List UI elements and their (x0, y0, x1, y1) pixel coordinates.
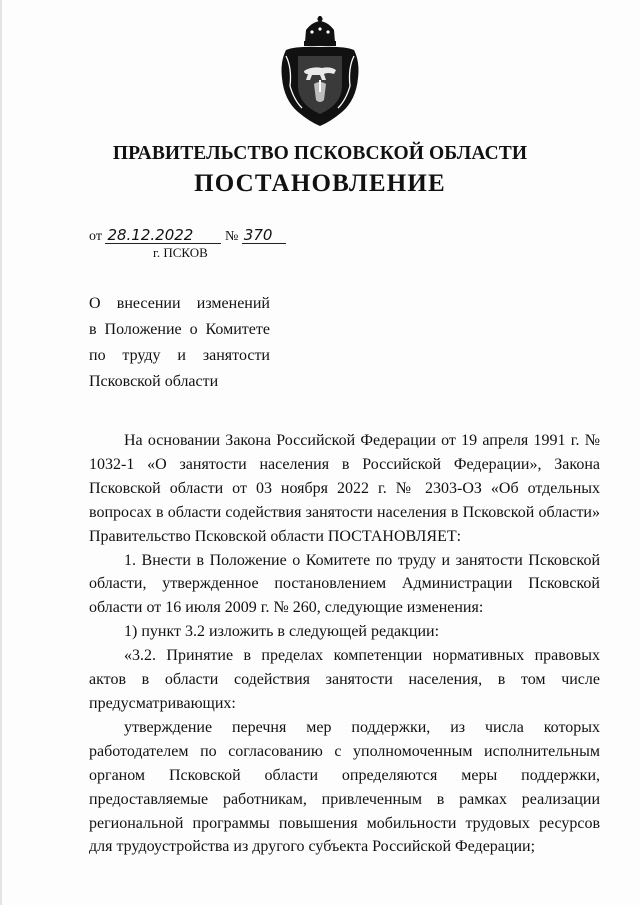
document-date: 28.12.2022 (105, 228, 221, 244)
date-number-line (89, 228, 286, 245)
coat-of-arms-icon (268, 16, 372, 128)
scan-edge (0, 0, 2, 905)
city-label: г. ПСКОВ (153, 245, 208, 260)
subject-line: по труду и занятости (89, 347, 270, 364)
body-paragraph: «3.2. Принятие в пределах компетенции нормативных правовых актов в области содействия занятости населения, в том числе предусматривающих: (89, 647, 600, 712)
subject-line: в Положение о Комитете (89, 321, 270, 338)
body-paragraph: 1) пункт 3.2 изложить в следующей редакции: (124, 623, 440, 641)
document-body (89, 429, 600, 859)
document-type-title: ПОСТАНОВЛЕНИЕ (194, 170, 446, 197)
subject-line: О внесении изменений (89, 295, 270, 312)
document-subject (89, 291, 270, 395)
body-paragraph: 1. Внести в Положение о Комитете по труду и занятости Псковской области, утвержденное постановлением Администрации Псковской области от 16 июля 2009 г. № 260, следующие изменения: (89, 551, 600, 617)
body-paragraph: утверждение перечня мер поддержки, из числа которых работодателем по согласованию с уполномоченным исполнительным органом Псковской области определяются меры поддержки, предоставляемые работникам, привлеченным в рамках реализации региональной программы повышения мобильности трудовых ресурсов для трудоустройства из другого субъекта Российской Федерации; (89, 718, 600, 856)
subject-line: Псковской области (89, 373, 219, 390)
government-name: ПРАВИТЕЛЬСТВО ПСКОВСКОЙ ОБЛАСТИ (112, 143, 528, 164)
date-prefix: от (89, 229, 102, 244)
body-paragraph: На основании Закона Российской Федерации от 19 апреля 1991 г. № 1032-1 «О занятости населения в Российской Федерации», Закона Псковской области от 03 ноября 2022 г. № 2303-ОЗ «Об отдельных вопросах в области содействия занятости населения в Псковской области» Правительство Псковской области ПОСТАНОВЛЯЕТ: (89, 432, 600, 545)
number-prefix: № (224, 229, 239, 244)
document-number: 370 (242, 228, 286, 244)
